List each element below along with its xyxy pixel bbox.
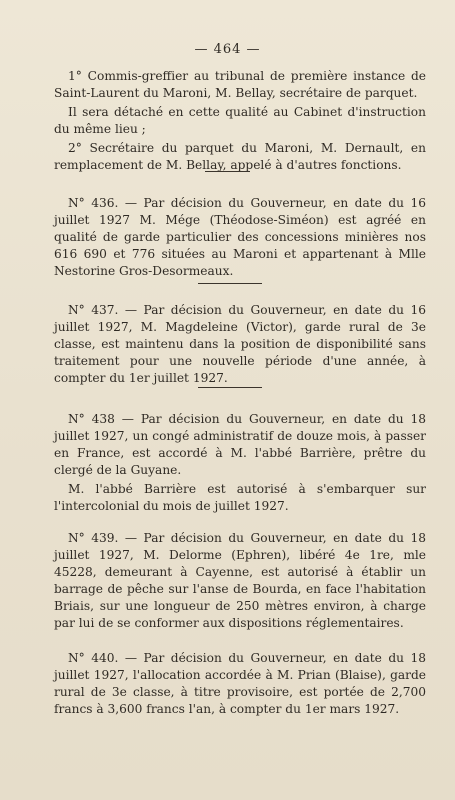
paragraph: N° 438 — Par décision du Gouverneur, en date du 18 juillet 1927, un congé administratif de douze mois, à passer en France, est accordé à M. l'abbé Barrière, prêtre du clergé de la Guyane. <box>54 412 426 477</box>
decision-437 <box>54 302 426 387</box>
paragraph: Il sera détaché en cette qualité au Cabinet d'instruction du même lieu ; <box>54 105 426 136</box>
paragraph: N° 436. — Par décision du Gouverneur, en date du 16 juillet 1927 M. Mége (Théodose-Siméon) est agréé en qualité de garde particulier des concessions minières nos 616 690 et 776 situées au Maroni et appartenant à Mlle Nestorine Gros-Desormeaux. <box>54 196 426 278</box>
section-divider <box>198 283 262 284</box>
decision-438 <box>54 411 426 515</box>
section-divider <box>205 171 250 172</box>
intro-block <box>54 68 426 174</box>
page-number: — 464 — <box>194 42 261 57</box>
decision-436 <box>54 195 426 280</box>
decision-439 <box>54 530 426 632</box>
paragraph: 2° Secrétaire du parquet du Maroni, M. Dernault, en remplacement de M. Bellay, appelé à d'autres fonctions. <box>54 141 426 172</box>
paragraph: N° 437. — Par décision du Gouverneur, en date du 16 juillet 1927, M. Magdeleine (Victor), garde rural de 3e classe, est maintenu dans la position de disponibilité sans traitement pour une nouvelle période d'une année, à compter du 1er juillet 1927. <box>54 303 426 385</box>
paragraph: N° 440. — Par décision du Gouverneur, en date du 18 juillet 1927, l'allocation accordée à M. Prian (Blaise), garde rural de 3e classe, à titre provisoire, est portée de 2,700 francs à 3,600 francs l'an, à compter du 1er mars 1927. <box>54 651 426 716</box>
decision-440 <box>54 650 426 718</box>
section-divider <box>198 387 262 388</box>
paragraph: 1° Commis-greffier au tribunal de première instance de Saint-Laurent du Maroni, M. Bellay, secrétaire de parquet. <box>54 69 426 100</box>
paragraph: M. l'abbé Barrière est autorisé à s'embarquer sur l'intercolonial du mois de juillet 1927. <box>54 482 426 513</box>
paragraph: N° 439. — Par décision du Gouverneur, en date du 18 juillet 1927, M. Delorme (Ephren), libéré 4e 1re, mle 45228, demeurant à Cayenne, est autorisé à établir un barrage de pêche sur l'anse de Bourda, en face l'habitation Briais, sur une longueur de 250 mètres environ, à charge par lui de se conformer aux dispositions réglementaires. <box>54 531 426 630</box>
